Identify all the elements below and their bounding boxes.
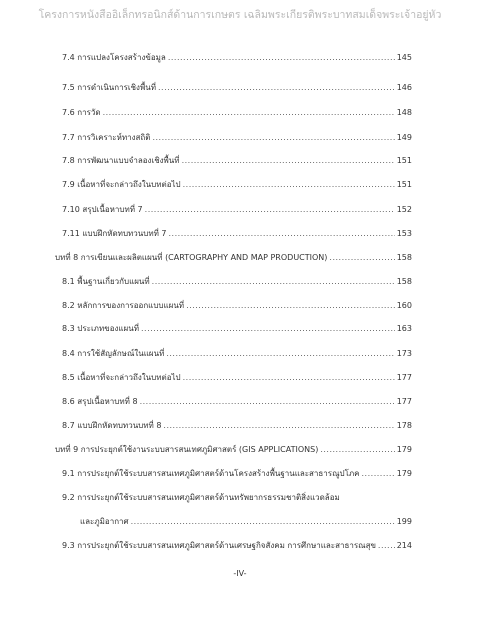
- toc-entry-page: 179: [396, 445, 412, 454]
- toc-leader-dots: [168, 52, 395, 64]
- toc-entry-page: 146: [396, 83, 412, 92]
- toc-entry-title: 8.3 ประเภทของแผนที่: [62, 324, 139, 333]
- toc-entry-title: 7.6 การวัด: [62, 108, 101, 117]
- toc-entry[interactable]: [62, 179, 412, 191]
- toc-entry-title: 9.3 การประยุกต์ใช้ระบบสารสนเทศภูมิศาสตร์ด้านเศรษฐกิจสังคม การศึกษาและสาธารณสุข: [62, 541, 376, 550]
- toc-entry-page: 158: [396, 253, 412, 262]
- toc-entry[interactable]: [62, 132, 412, 144]
- toc-leader-dots: [183, 372, 395, 384]
- toc-entry[interactable]: [62, 204, 412, 216]
- toc-chapter-entry[interactable]: [55, 444, 412, 456]
- toc-entry-title: 7.11 แบบฝึกหัดทบทวนบทที่ 7: [62, 229, 167, 238]
- toc-entry-page: 148: [396, 108, 412, 117]
- page-number: -IV-: [233, 569, 247, 578]
- toc-entry[interactable]: [62, 420, 412, 432]
- toc-entry-title: 8.5 เนื้อหาที่จะกล่าวถึงในบทต่อไป: [62, 373, 181, 382]
- toc-entry-title: 7.8 การพัฒนาแบบจำลองเชิงพื้นที่: [62, 156, 180, 165]
- toc-entry[interactable]: [62, 155, 412, 167]
- toc-entry-title: 7.7 การวิเคราะห์ทางสถิติ: [62, 133, 151, 142]
- toc-entry-page: 163: [396, 324, 412, 333]
- toc-entry[interactable]: [62, 300, 412, 312]
- toc-entry-title: 7.9 เนื้อหาที่จะกล่าวถึงในบทต่อไป: [62, 180, 181, 189]
- toc-leader-dots: [103, 107, 395, 119]
- toc-entry-title: บทที่ 9 การประยุกต์ใช้งานระบบสารสนเทศภูมิศาสตร์ (GIS APPLICATIONS): [55, 445, 319, 454]
- toc-entry-title: 8.6 สรุปเนื้อหาบทที่ 8: [62, 397, 138, 406]
- toc-leader-dots: [182, 155, 395, 167]
- toc-entry-title: 7.10 สรุปเนื้อหาบทที่ 7: [62, 205, 143, 214]
- toc-entry[interactable]: [62, 323, 412, 335]
- toc-leader-dots: [152, 132, 394, 144]
- toc-entry-title: บทที่ 8 การเขียนและผลิตแผนที่ (CARTOGRAPHY AND MAP PRODUCTION): [55, 253, 328, 262]
- toc-entry-page: 177: [396, 373, 412, 382]
- toc-entry-title: 9.1 การประยุกต์ใช้ระบบสารสนเทศภูมิศาสตร์ด้านโครงสร้างพื้นฐานและสาธารณูปโภค: [62, 469, 360, 478]
- toc-entry-page: 160: [396, 301, 412, 310]
- toc-entry-page: 173: [396, 349, 412, 358]
- toc-entry[interactable]: [62, 396, 412, 408]
- toc-leader-dots: [166, 348, 394, 360]
- toc-leader-dots: [131, 516, 395, 528]
- toc-entry[interactable]: [62, 348, 412, 360]
- toc-entry-page: 151: [396, 180, 412, 189]
- toc-leader-dots: [163, 420, 394, 432]
- toc-entry-title: 8.7 แบบฝึกหัดทบทวนบทที่ 8: [62, 421, 162, 430]
- toc-entry-page: 178: [396, 421, 412, 430]
- toc-entry[interactable]: [62, 82, 412, 94]
- toc-entry-page: 177: [396, 397, 412, 406]
- toc-entry-title: 8.1 พื้นฐานเกี่ยวกับแผนที่: [62, 277, 150, 286]
- toc-entry-title: 8.4 การใช้สัญลักษณ์ในแผนที่: [62, 349, 165, 358]
- running-header: โครงการหนังสืออิเล็กทรอนิกส์ด้านการเกษตร เฉลิมพระเกียรติพระบาทสมเด็จพระเจ้าอยู่หัว: [38, 9, 442, 21]
- toc-entry-title: 8.2 หลักการของการออกแบบแผนที่: [62, 301, 185, 310]
- toc-leader-dots: [329, 252, 394, 264]
- toc-entry[interactable]: [62, 372, 412, 384]
- toc-entry-page: 158: [396, 277, 412, 286]
- toc-leader-dots: [320, 444, 394, 456]
- toc-chapter-entry[interactable]: [55, 252, 412, 264]
- toc-entry-page: 152: [396, 205, 412, 214]
- toc-leader-dots: [158, 82, 395, 94]
- toc-entry-multiline-start[interactable]: [62, 492, 412, 504]
- toc-entry[interactable]: [62, 52, 412, 64]
- toc-entry[interactable]: [62, 276, 412, 288]
- toc-entry-page: 153: [396, 229, 412, 238]
- toc-leader-dots: [145, 204, 395, 216]
- toc-entry[interactable]: [62, 540, 412, 552]
- toc-entry-multiline-end[interactable]: [80, 516, 412, 528]
- toc-entry-page: 179: [396, 469, 412, 478]
- toc-entry-title: และภูมิอากาศ: [80, 517, 129, 526]
- toc-entry-page: 214: [396, 541, 412, 550]
- toc-entry-page: 145: [396, 53, 412, 62]
- toc-leader-dots: [362, 468, 395, 480]
- toc-entry[interactable]: [62, 107, 412, 119]
- toc-leader-dots: [378, 540, 395, 552]
- toc-entry-page: 149: [396, 133, 412, 142]
- toc-entry-title: 9.2 การประยุกต์ใช้ระบบสารสนเทศภูมิศาสตร์ด้านทรัพยากรธรรมชาติสิ่งแวดล้อม: [62, 493, 340, 502]
- toc-leader-dots: [140, 396, 395, 408]
- toc-leader-dots: [183, 179, 395, 191]
- toc-leader-dots: [141, 323, 395, 335]
- toc-entry-title: 7.5 การดำเนินการเชิงพื้นที่: [62, 83, 156, 92]
- toc-leader-dots: [152, 276, 395, 288]
- toc-leader-dots: [169, 228, 395, 240]
- toc-entry-title: 7.4 การแปลงโครงสร้างข้อมูล: [62, 53, 166, 62]
- toc-entry-page: 199: [396, 517, 412, 526]
- toc-entry-page: 151: [396, 156, 412, 165]
- toc-entry[interactable]: [62, 228, 412, 240]
- toc-leader-dots: [186, 300, 395, 312]
- toc-entry[interactable]: [62, 468, 412, 480]
